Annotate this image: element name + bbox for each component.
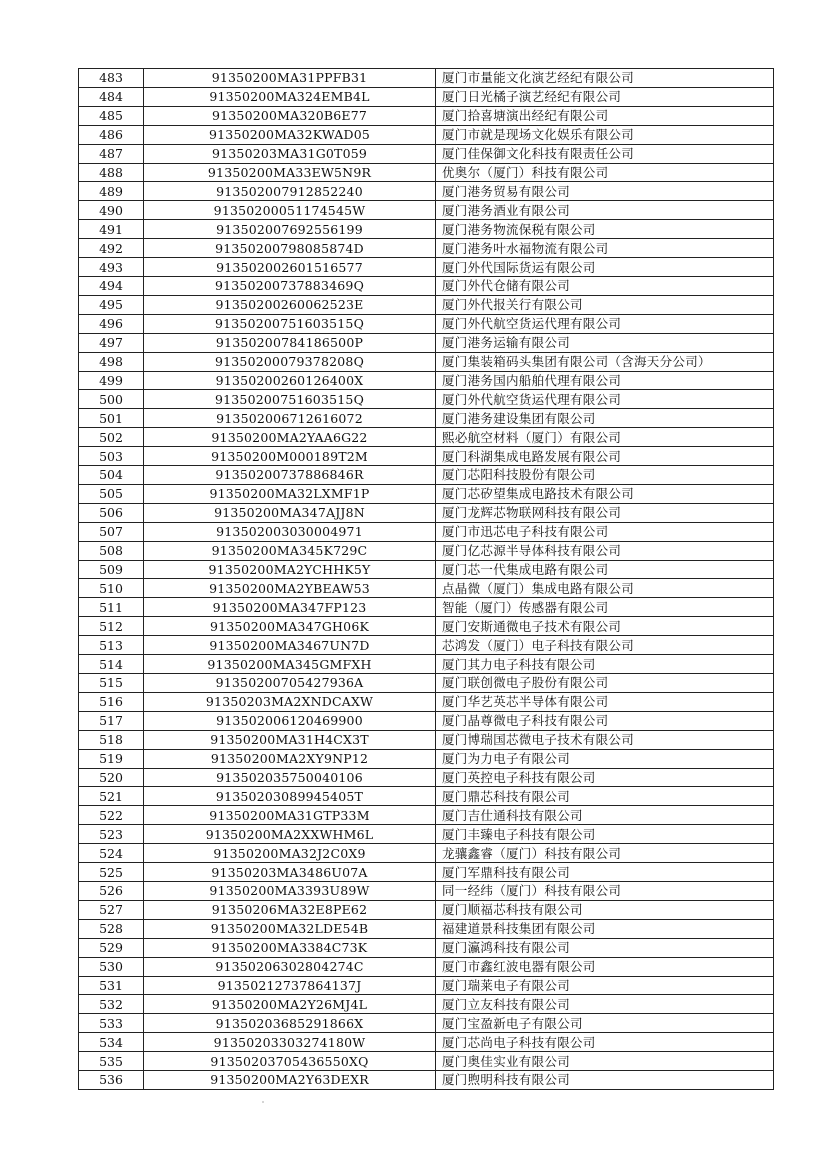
table-row: [79, 503, 774, 522]
row-number: 532: [79, 995, 144, 1014]
company-name: 厦门煦明科技有限公司: [436, 1071, 774, 1090]
row-number: 506: [79, 503, 144, 522]
row-number: 512: [79, 617, 144, 636]
table-row: [79, 69, 774, 88]
row-number: 530: [79, 957, 144, 976]
table-row: [79, 636, 774, 655]
company-name: 厦门市就是现场文化娱乐有限公司: [436, 125, 774, 144]
credit-code: 91350200MA31H4CX3T: [144, 730, 436, 749]
company-name: 厦门港务国内船舶代理有限公司: [436, 371, 774, 390]
row-number: 504: [79, 466, 144, 485]
row-number: 528: [79, 919, 144, 938]
row-number: 529: [79, 938, 144, 957]
company-name: 厦门亿芯源半导体科技有限公司: [436, 541, 774, 560]
credit-code: 91350200MA2YAA6G22: [144, 428, 436, 447]
company-name: 龙骧鑫睿（厦门）科技有限公司: [436, 844, 774, 863]
row-number: 496: [79, 314, 144, 333]
table-row: [79, 598, 774, 617]
company-name: 厦门龙辉芯物联网科技有限公司: [436, 503, 774, 522]
row-number: 502: [79, 428, 144, 447]
table-row: [79, 390, 774, 409]
row-number: 534: [79, 1033, 144, 1052]
credit-code: 91350200MA3393U89W: [144, 881, 436, 900]
company-name: 厦门英控电子科技有限公司: [436, 768, 774, 787]
credit-code: 91350200M000189T2M: [144, 447, 436, 466]
credit-code: 91350200260062523E: [144, 295, 436, 314]
table-row: [79, 447, 774, 466]
table-row: [79, 522, 774, 541]
row-number: 483: [79, 69, 144, 88]
row-number: 488: [79, 163, 144, 182]
table-row: [79, 674, 774, 693]
credit-code: 91350200737886846R: [144, 466, 436, 485]
table-row: [79, 182, 774, 201]
credit-code: 91350200MA32LDE54B: [144, 919, 436, 938]
table-row: [79, 371, 774, 390]
company-name: 厦门港务贸易有限公司: [436, 182, 774, 201]
table-row: [79, 806, 774, 825]
row-number: 484: [79, 87, 144, 106]
table-row: [79, 957, 774, 976]
credit-code: 91350200MA345K729C: [144, 541, 436, 560]
table-row: [79, 484, 774, 503]
credit-code: 913502007692556199: [144, 220, 436, 239]
table-row: [79, 976, 774, 995]
table-row: [79, 768, 774, 787]
company-name: 厦门科湖集成电路发展有限公司: [436, 447, 774, 466]
row-number: 519: [79, 749, 144, 768]
row-number: 527: [79, 900, 144, 919]
table-row: [79, 258, 774, 277]
credit-code: 91350200705427936A: [144, 674, 436, 693]
table-row: [79, 144, 774, 163]
company-name: 厦门安斯通微电子技术有限公司: [436, 617, 774, 636]
credit-code: 91350200MA2XXWHM6L: [144, 825, 436, 844]
table-row: [79, 711, 774, 730]
table-row: [79, 881, 774, 900]
row-number: 517: [79, 711, 144, 730]
row-number: 522: [79, 806, 144, 825]
company-name: 厦门芯一代集成电路有限公司: [436, 560, 774, 579]
company-name: 厦门联创微电子股份有限公司: [436, 674, 774, 693]
table-row: [79, 87, 774, 106]
row-number: 521: [79, 787, 144, 806]
table-body: [79, 69, 774, 1090]
credit-code: 913502003030004971: [144, 522, 436, 541]
credit-code: 91350203089945405T: [144, 787, 436, 806]
credit-code: 91350200737883469Q: [144, 276, 436, 295]
company-name: 厦门佳保御文化科技有限责任公司: [436, 144, 774, 163]
row-number: 514: [79, 655, 144, 674]
row-number: 493: [79, 258, 144, 277]
company-name: 厦门晶尊微电子科技有限公司: [436, 711, 774, 730]
company-name: 厦门芯尚电子科技有限公司: [436, 1033, 774, 1052]
company-list-table: [78, 68, 774, 1090]
company-name: 厦门市迅芯电子科技有限公司: [436, 522, 774, 541]
table-row: [79, 617, 774, 636]
table-row: [79, 276, 774, 295]
table-row: [79, 409, 774, 428]
company-name: 厦门外代航空货运代理有限公司: [436, 314, 774, 333]
company-name: 厦门博瑞国芯微电子技术有限公司: [436, 730, 774, 749]
company-name: 厦门芯矽望集成电路技术有限公司: [436, 484, 774, 503]
credit-code: 91350212737864137J: [144, 976, 436, 995]
company-name: 厦门吉仕通科技有限公司: [436, 806, 774, 825]
table-row: [79, 560, 774, 579]
credit-code: 91350200MA2Y26MJ4L: [144, 995, 436, 1014]
row-number: 489: [79, 182, 144, 201]
company-name: 厦门奥佳实业有限公司: [436, 1052, 774, 1071]
table-row: [79, 938, 774, 957]
row-number: 491: [79, 220, 144, 239]
company-name: 厦门港务建设集团有限公司: [436, 409, 774, 428]
row-number: 510: [79, 579, 144, 598]
table-row: [79, 1071, 774, 1090]
credit-code: 91350200MA2YCHHK5Y: [144, 560, 436, 579]
credit-code: 91350200751603515Q: [144, 314, 436, 333]
company-name: 厦门外代国际货运有限公司: [436, 258, 774, 277]
row-number: 523: [79, 825, 144, 844]
row-number: 535: [79, 1052, 144, 1071]
table-row: [79, 428, 774, 447]
company-name: 厦门军鼎科技有限公司: [436, 863, 774, 882]
row-number: 531: [79, 976, 144, 995]
row-number: 485: [79, 106, 144, 125]
credit-code: 91350200751603515Q: [144, 390, 436, 409]
row-number: 490: [79, 201, 144, 220]
credit-code: 91350200MA347FP123: [144, 598, 436, 617]
table-row: [79, 844, 774, 863]
company-name: 优奥尔（厦门）科技有限公司: [436, 163, 774, 182]
row-number: 505: [79, 484, 144, 503]
credit-code: 913502002601516577: [144, 258, 436, 277]
row-number: 518: [79, 730, 144, 749]
table-row: [79, 333, 774, 352]
table-row: [79, 295, 774, 314]
row-number: 487: [79, 144, 144, 163]
company-name: 厦门外代航空货运代理有限公司: [436, 390, 774, 409]
row-number: 497: [79, 333, 144, 352]
table-row: [79, 919, 774, 938]
credit-code: 91350206302804274C: [144, 957, 436, 976]
company-name: 厦门市量能文化演艺经纪有限公司: [436, 69, 774, 88]
table-row: [79, 163, 774, 182]
table-row: [79, 106, 774, 125]
company-name: 芯鸿发（厦门）电子科技有限公司: [436, 636, 774, 655]
table-row: [79, 730, 774, 749]
company-name: 厦门瑞莱电子有限公司: [436, 976, 774, 995]
table-row: [79, 863, 774, 882]
credit-code: 91350200MA31PPFB31: [144, 69, 436, 88]
credit-code: 91350200MA2Y63DEXR: [144, 1071, 436, 1090]
row-number: 503: [79, 447, 144, 466]
table-row: [79, 541, 774, 560]
row-number: 498: [79, 352, 144, 371]
row-number: 507: [79, 522, 144, 541]
credit-code: 91350200MA2YBEAW53: [144, 579, 436, 598]
company-name: 厦门港务物流保税有限公司: [436, 220, 774, 239]
credit-code: 913502006120469900: [144, 711, 436, 730]
row-number: 500: [79, 390, 144, 409]
row-number: 525: [79, 863, 144, 882]
credit-code: 91350200MA32KWAD05: [144, 125, 436, 144]
credit-code: 913502035750040106: [144, 768, 436, 787]
scan-speck: [262, 1101, 264, 1103]
table-row: [79, 220, 774, 239]
row-number: 494: [79, 276, 144, 295]
credit-code: 91350203685291866X: [144, 1014, 436, 1033]
company-name: 厦门集装箱码头集团有限公司（含海天分公司）: [436, 352, 774, 371]
credit-code: 91350200MA320B6E77: [144, 106, 436, 125]
table-row: [79, 239, 774, 258]
credit-code: 91350203MA2XNDCAXW: [144, 692, 436, 711]
company-name: 厦门其力电子科技有限公司: [436, 655, 774, 674]
row-number: 508: [79, 541, 144, 560]
company-name: 厦门立友科技有限公司: [436, 995, 774, 1014]
company-name: 厦门日光橘子演艺经纪有限公司: [436, 87, 774, 106]
company-name: 厦门外代仓储有限公司: [436, 276, 774, 295]
row-number: 501: [79, 409, 144, 428]
credit-code: 91350200079378208Q: [144, 352, 436, 371]
row-number: 511: [79, 598, 144, 617]
company-name: 厦门外代报关行有限公司: [436, 295, 774, 314]
company-name: 同一经纬（厦门）科技有限公司: [436, 881, 774, 900]
credit-code: 91350200MA347GH06K: [144, 617, 436, 636]
row-number: 536: [79, 1071, 144, 1090]
credit-code: 91350203303274180W: [144, 1033, 436, 1052]
company-name: 厦门港务酒业有限公司: [436, 201, 774, 220]
table-row: [79, 314, 774, 333]
company-name: 厦门华艺英芯半导体有限公司: [436, 692, 774, 711]
table-row: [79, 900, 774, 919]
table-row: [79, 787, 774, 806]
row-number: 492: [79, 239, 144, 258]
credit-code: 91350200MA33EW5N9R: [144, 163, 436, 182]
row-number: 533: [79, 1014, 144, 1033]
company-name: 厦门市鑫红波电器有限公司: [436, 957, 774, 976]
row-number: 515: [79, 674, 144, 693]
table-row: [79, 125, 774, 144]
credit-code: 91350200MA32J2C0X9: [144, 844, 436, 863]
table-row: [79, 201, 774, 220]
row-number: 526: [79, 881, 144, 900]
company-name: 熙必航空材料（厦门）有限公司: [436, 428, 774, 447]
credit-code: 913502006712616072: [144, 409, 436, 428]
table-row: [79, 1052, 774, 1071]
table-row: [79, 995, 774, 1014]
credit-code: 91350200MA3384C73K: [144, 938, 436, 957]
table-row: [79, 655, 774, 674]
credit-code: 91350200MA2XY9NP12: [144, 749, 436, 768]
credit-code: 91350200784186500P: [144, 333, 436, 352]
credit-code: 91350200MA347AJJ8N: [144, 503, 436, 522]
company-name: 厦门瀛鸿科技有限公司: [436, 938, 774, 957]
company-name: 厦门丰臻电子科技有限公司: [436, 825, 774, 844]
company-name: 智能（厦门）传感器有限公司: [436, 598, 774, 617]
company-name: 点晶微（厦门）集成电路有限公司: [436, 579, 774, 598]
company-name: 厦门顺福芯科技有限公司: [436, 900, 774, 919]
credit-code: 91350200MA32LXMF1P: [144, 484, 436, 503]
credit-code: 91350200260126400X: [144, 371, 436, 390]
credit-code: 91350200MA31GTP33M: [144, 806, 436, 825]
row-number: 516: [79, 692, 144, 711]
row-number: 499: [79, 371, 144, 390]
table-row: [79, 1033, 774, 1052]
credit-code: 91350200MA345GMFXH: [144, 655, 436, 674]
credit-code: 91350206MA32E8PE62: [144, 900, 436, 919]
table-row: [79, 825, 774, 844]
table-row: [79, 692, 774, 711]
credit-code: 91350200051174545W: [144, 201, 436, 220]
table-row: [79, 1014, 774, 1033]
table-row: [79, 352, 774, 371]
company-name: 厦门芯阳科技股份有限公司: [436, 466, 774, 485]
company-name: 厦门港务叶水福物流有限公司: [436, 239, 774, 258]
credit-code: 91350200798085874D: [144, 239, 436, 258]
credit-code: 91350200MA3467UN7D: [144, 636, 436, 655]
row-number: 520: [79, 768, 144, 787]
table-row: [79, 466, 774, 485]
company-name: 厦门宝盈新电子有限公司: [436, 1014, 774, 1033]
company-name: 厦门港务运输有限公司: [436, 333, 774, 352]
credit-code: 91350203MA31G0T059: [144, 144, 436, 163]
credit-code: 91350200MA324EMB4L: [144, 87, 436, 106]
company-name: 厦门拾喜塘演出经纪有限公司: [436, 106, 774, 125]
credit-code: 913502007912852240: [144, 182, 436, 201]
row-number: 513: [79, 636, 144, 655]
row-number: 524: [79, 844, 144, 863]
table-row: [79, 749, 774, 768]
table-row: [79, 579, 774, 598]
credit-code: 91350203705436550XQ: [144, 1052, 436, 1071]
company-name: 厦门鼎芯科技有限公司: [436, 787, 774, 806]
company-name: 厦门为力电子有限公司: [436, 749, 774, 768]
company-name: 福建道景科技集团有限公司: [436, 919, 774, 938]
credit-code: 91350203MA3486U07A: [144, 863, 436, 882]
row-number: 495: [79, 295, 144, 314]
row-number: 486: [79, 125, 144, 144]
row-number: 509: [79, 560, 144, 579]
